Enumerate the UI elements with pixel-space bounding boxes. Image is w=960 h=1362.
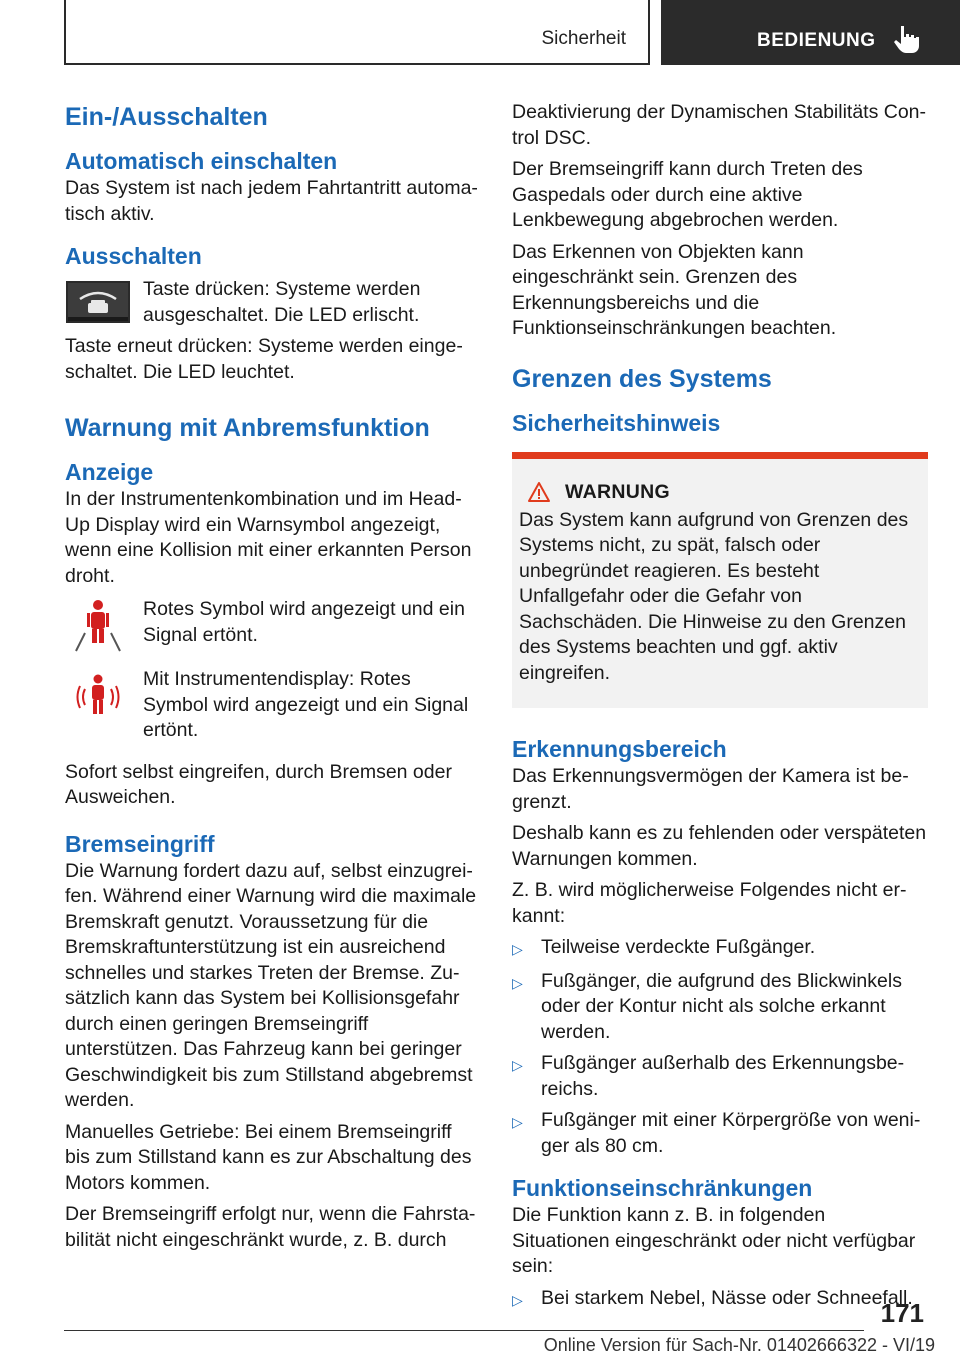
list-item: ▷ Fußgänger mit einer Körpergröße von weniger als 80 cm.: [512, 1108, 928, 1159]
header-section-title: Sicherheit: [541, 28, 626, 49]
list-item: ▷ Bei starkem Nebel, Nässe oder Schneefall.: [512, 1286, 928, 1314]
text-interrupt: Der Bremseingriff kann durch Treten des Gaspedals oder durch eine aktive Lenkbewegung abgebrochen werden.: [512, 158, 863, 231]
triangle-bullet-icon: ▷: [512, 974, 523, 991]
header-chapter-tab: [661, 0, 960, 65]
instrument-display-row: [65, 667, 480, 744]
text-detect-limited: Das Erkennen von Objekten kann eingeschränkt sein. Grenzen des Erkennungsbereichs und die Funktionseinschränkungen beachten.: [512, 240, 837, 339]
list-item: ▷ Teilweise verdeckte Fußgänger.: [512, 935, 928, 963]
heading-onoff: Ein-/Ausschalten: [65, 103, 268, 131]
off-button-row: [65, 277, 480, 328]
red-symbol-row: [65, 597, 480, 653]
page-header: [64, 0, 960, 66]
heading-func: Funktionseinschränkungen: [512, 1175, 813, 1201]
text-auto-on: Das System ist nach jedem Fahrtantritt automatisch aktiv.: [65, 177, 478, 225]
text-brake-2: Manuelles Getriebe: Bei einem Bremseingriff bis zum Stillstand kann es zur Abschaltung des Motors kommen.: [65, 1120, 472, 1194]
pointing-hand-icon: [893, 24, 921, 54]
text-brake-1: Die Warnung fordert dazu auf, selbst einzugreifen. Während einer Warnung wird die maximale Bremskraft genutzt. Voraussetzung für die Bremskraftunterstützung ist ein ausreichend schnelles und starkes Treten der Bremse. Zusätzlich kann das System bei Kollisionsgefahr durch einen geringen Bremseingriff unterstützen. Das Fahrzeug kann bei geringer Geschwindigkeit bis zum Stillstand abgebremst werden.: [65, 859, 477, 1111]
text-range-1: Das Erkennungsvermögen der Kamera ist begrenzt.: [512, 765, 909, 813]
heading-off: Ausschalten: [65, 243, 202, 269]
heading-warning-brake: Warnung mit Anbremsfunktion: [65, 414, 430, 442]
right-column: [512, 100, 928, 1319]
warning-box: [512, 459, 928, 709]
heading-display: Anzeige: [65, 459, 154, 485]
text-range-2: Deshalb kann es zu fehlenden oder verspäteten Warnungen kommen.: [512, 822, 927, 870]
text-instrument-display: Mit Instrumentendisplay: Rotes Symbol wird angezeigt und ein Signal ertönt.: [143, 668, 469, 741]
header-chapter-label: BEDIENUNG: [757, 30, 876, 51]
warning-triangle-icon: [527, 481, 551, 503]
list-item: ▷ Fußgänger, die aufgrund des Blickwinkels oder der Kontur nicht als solche erkannt werden.: [512, 969, 928, 1046]
text-range-3: Z. B. wird möglicherweise Folgendes nicht erkannt:: [512, 879, 907, 927]
left-column: [65, 100, 480, 1259]
pedestrian-warning-icon: [65, 597, 131, 653]
heading-brake: Bremseingriff: [65, 830, 215, 857]
text-on-again: Taste erneut drücken: Systeme werden eingeschaltet. Die LED leuchtet.: [65, 335, 463, 383]
text-red-symbol: Rotes Symbol wird angezeigt und ein Signal ertönt.: [143, 598, 465, 646]
range-list: [512, 935, 928, 1159]
heading-limits: Grenzen des Systems: [512, 364, 772, 393]
text-dsc: Deaktivierung der Dynamischen Stabilitäts Control DSC.: [512, 101, 927, 149]
pedestrian-signal-icon: [65, 667, 131, 723]
warning-rule: [512, 452, 928, 459]
triangle-bullet-icon: ▷: [512, 1291, 523, 1308]
list-item: ▷ Fußgänger außerhalb des Erkennungsbereichs.: [512, 1051, 928, 1102]
warning-label: WARNUNG: [565, 480, 671, 503]
triangle-bullet-icon: ▷: [512, 1057, 523, 1073]
warning-text: Das System kann aufgrund von Grenzen des Systems nicht, zu spät, falsch oder unbegründet reagieren. Es besteht Unfallgefahr oder die Gefahr von Sachschäden. Die Hinweise zu den Grenzen des Systems beachten und ggf. aktiv eingreifen.: [519, 508, 909, 684]
assist-button-icon: [65, 277, 131, 327]
text-brake-3: Der Bremseingriff erfolgt nur, wenn die Fahrstabilität nicht eingeschränkt wurde, z. B. durch: [65, 1203, 476, 1251]
header-section-box: [64, 0, 650, 65]
heading-range: Erkennungsbereich: [512, 736, 727, 762]
func-list: [512, 1286, 928, 1314]
page-number: 171: [880, 1298, 924, 1328]
text-display: In der Instrumentenkombination und im Head-Up Display wird ein Warnsymbol angezeigt, wenn eine Kollision mit einer erkannten Person droht.: [65, 488, 472, 587]
footer-rule: [64, 1330, 864, 1331]
heading-safety: Sicherheitshinweis: [512, 409, 721, 436]
triangle-bullet-icon: ▷: [512, 1114, 523, 1130]
text-off-button: Taste drücken: Systeme werden ausgeschaltet. Die LED erlischt.: [143, 278, 421, 326]
footer-text: Online Version für Sach-Nr. 01402666322 - VI/19: [543, 1335, 935, 1355]
warning-head: [519, 481, 912, 504]
text-intervene: Sofort selbst eingreifen, durch Bremsen oder Ausweichen.: [65, 760, 452, 808]
text-func: Die Funktion kann z. B. in folgenden Situationen eingeschränkt oder nicht verfügbar sein:: [512, 1204, 916, 1277]
heading-auto-on: Automatisch einschalten: [65, 148, 338, 174]
triangle-bullet-icon: ▷: [512, 941, 523, 957]
